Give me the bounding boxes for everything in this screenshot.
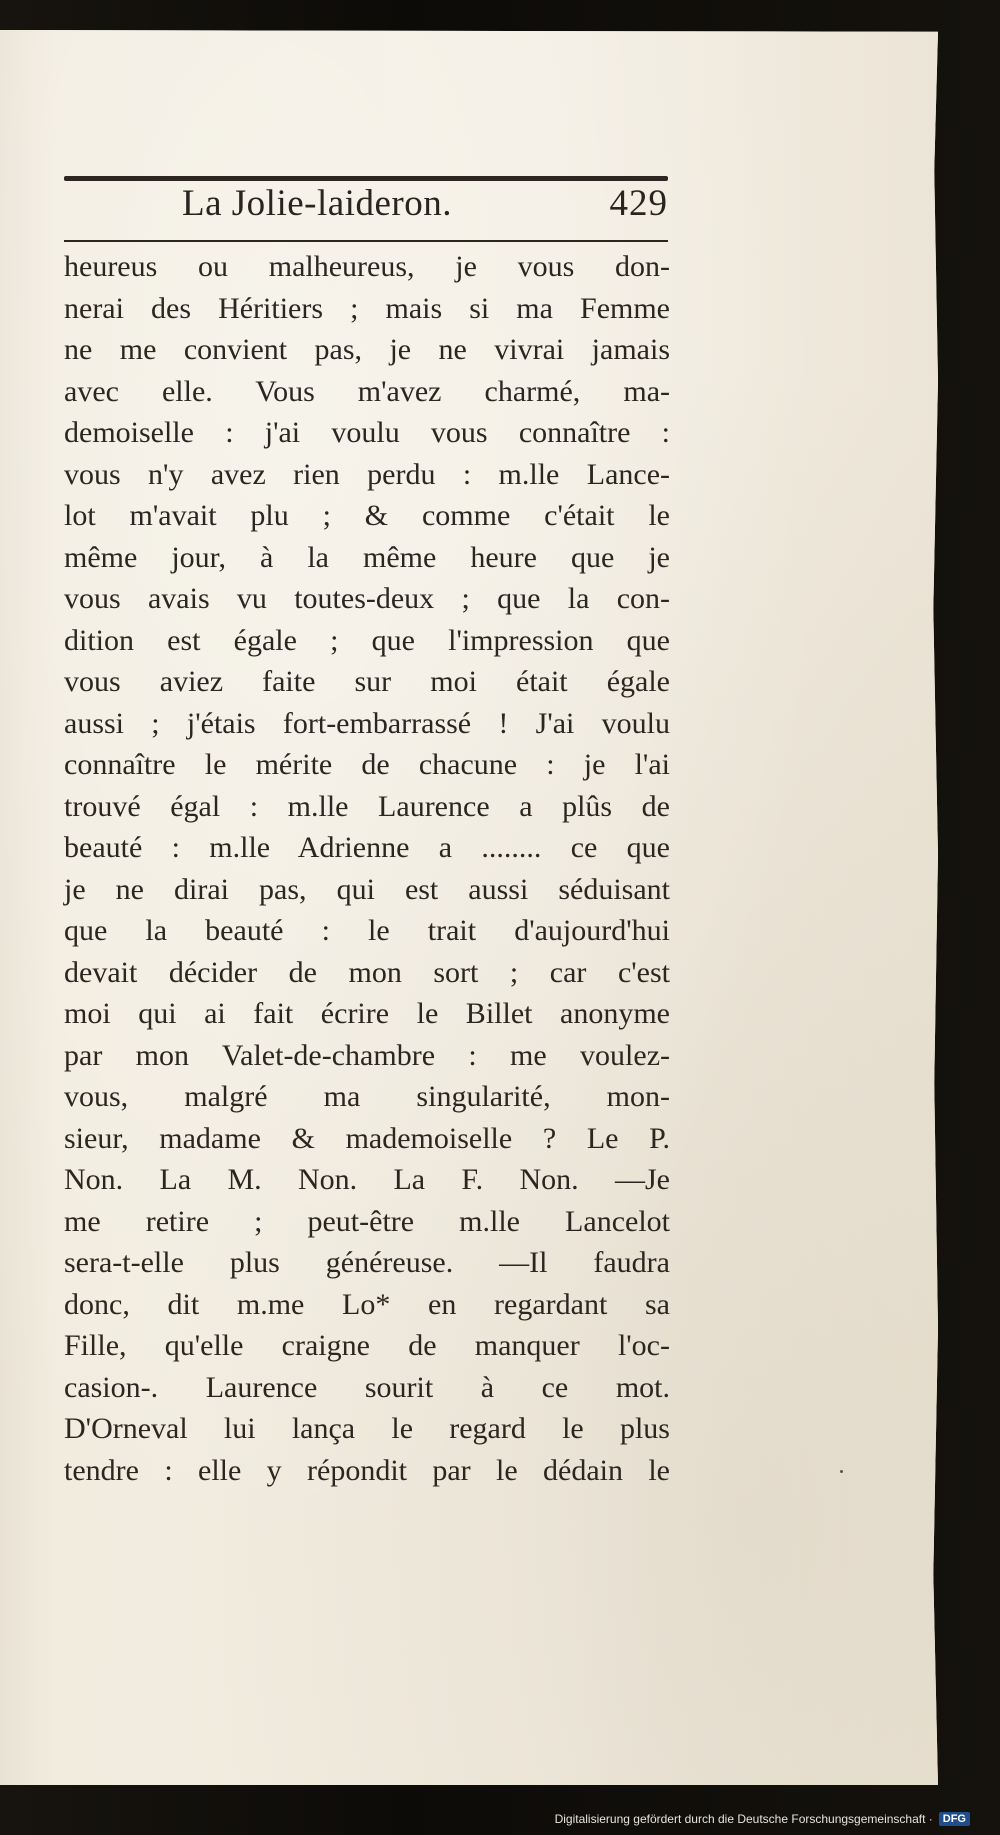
text-line: je ne dirai pas, qui est aussi séduisant [64,872,670,906]
page-number: 429 [609,183,668,224]
text-line: nerai des Héritiers ; mais si ma Femme [64,291,670,325]
text-line: Fille, qu'elle craigne de manquer l'oc- [64,1329,670,1362]
text-line: dition est égale ; que l'impression que [64,623,670,657]
text-line: heureus ou malheureus, je vous don- [64,250,670,283]
credit-text: Digitalisierung gefördert durch die Deutsche Forschungsgemeinschaft · [554,1812,933,1826]
text-line: ne me convient pas, je ne vivrai jamais [64,333,670,366]
text-line: casion-. Laurence sourit à ce mot. [64,1370,670,1404]
body-text [64,246,670,1491]
text-line: par mon Valet-de-chambre : me voulez- [64,1038,670,1072]
text-line: trouvé égal : m.lle Laurence a plûs de [64,789,670,823]
text-line: Non. La M. Non. La F. Non. —Je [64,1163,670,1196]
text-line: me retire ; peut-être m.lle Lancelot [64,1204,670,1238]
text-line: moi qui ai fait écrire le Billet anonyme [64,997,670,1030]
text-line: que la beauté : le trait d'aujourd'hui [64,914,670,947]
text-line: donc, dit m.me Lo* en regardant sa [64,1287,670,1321]
running-title: La Jolie-laideron. [182,183,452,224]
text-line: tendre : elle y répondit par le dédain le [64,1453,670,1487]
header-rule-bottom [64,240,668,242]
text-line: aussi ; j'étais fort-embarrassé ! J'ai voulu [64,706,670,740]
running-head [64,182,668,234]
text-line: devait décider de mon sort ; car c'est [64,955,670,989]
text-line: sera-t-elle plus généreuse. —Il faudra [64,1246,670,1279]
digitization-credit [555,1808,970,1830]
text-line: avec elle. Vous m'avez charmé, ma- [64,374,670,408]
text-line: vous aviez faite sur moi était égale [64,665,670,698]
header-rule-top [64,176,668,181]
text-line: lot m'avait plu ; & comme c'était le [64,499,670,532]
text-line: vous avais vu toutes-deux ; que la con- [64,582,670,615]
text-line: même jour, à la même heure que je [64,540,670,574]
text-line: beauté : m.lle Adrienne a ........ ce que [64,831,670,864]
text-line: D'Orneval lui lança le regard le plus [64,1412,670,1445]
text-line: sieur, madame & mademoiselle ? Le P. [64,1121,670,1155]
text-line: connaître le mérite de chacune : je l'ai [64,748,670,781]
dfg-logo: DFG [939,1812,970,1826]
text-line: demoiselle : j'ai voulu vous connaître : [64,416,670,449]
ink-speck [840,1470,843,1473]
text-line: vous, malgré ma singularité, mon- [64,1080,670,1113]
text-line: vous n'y avez rien perdu : m.lle Lance- [64,457,670,491]
